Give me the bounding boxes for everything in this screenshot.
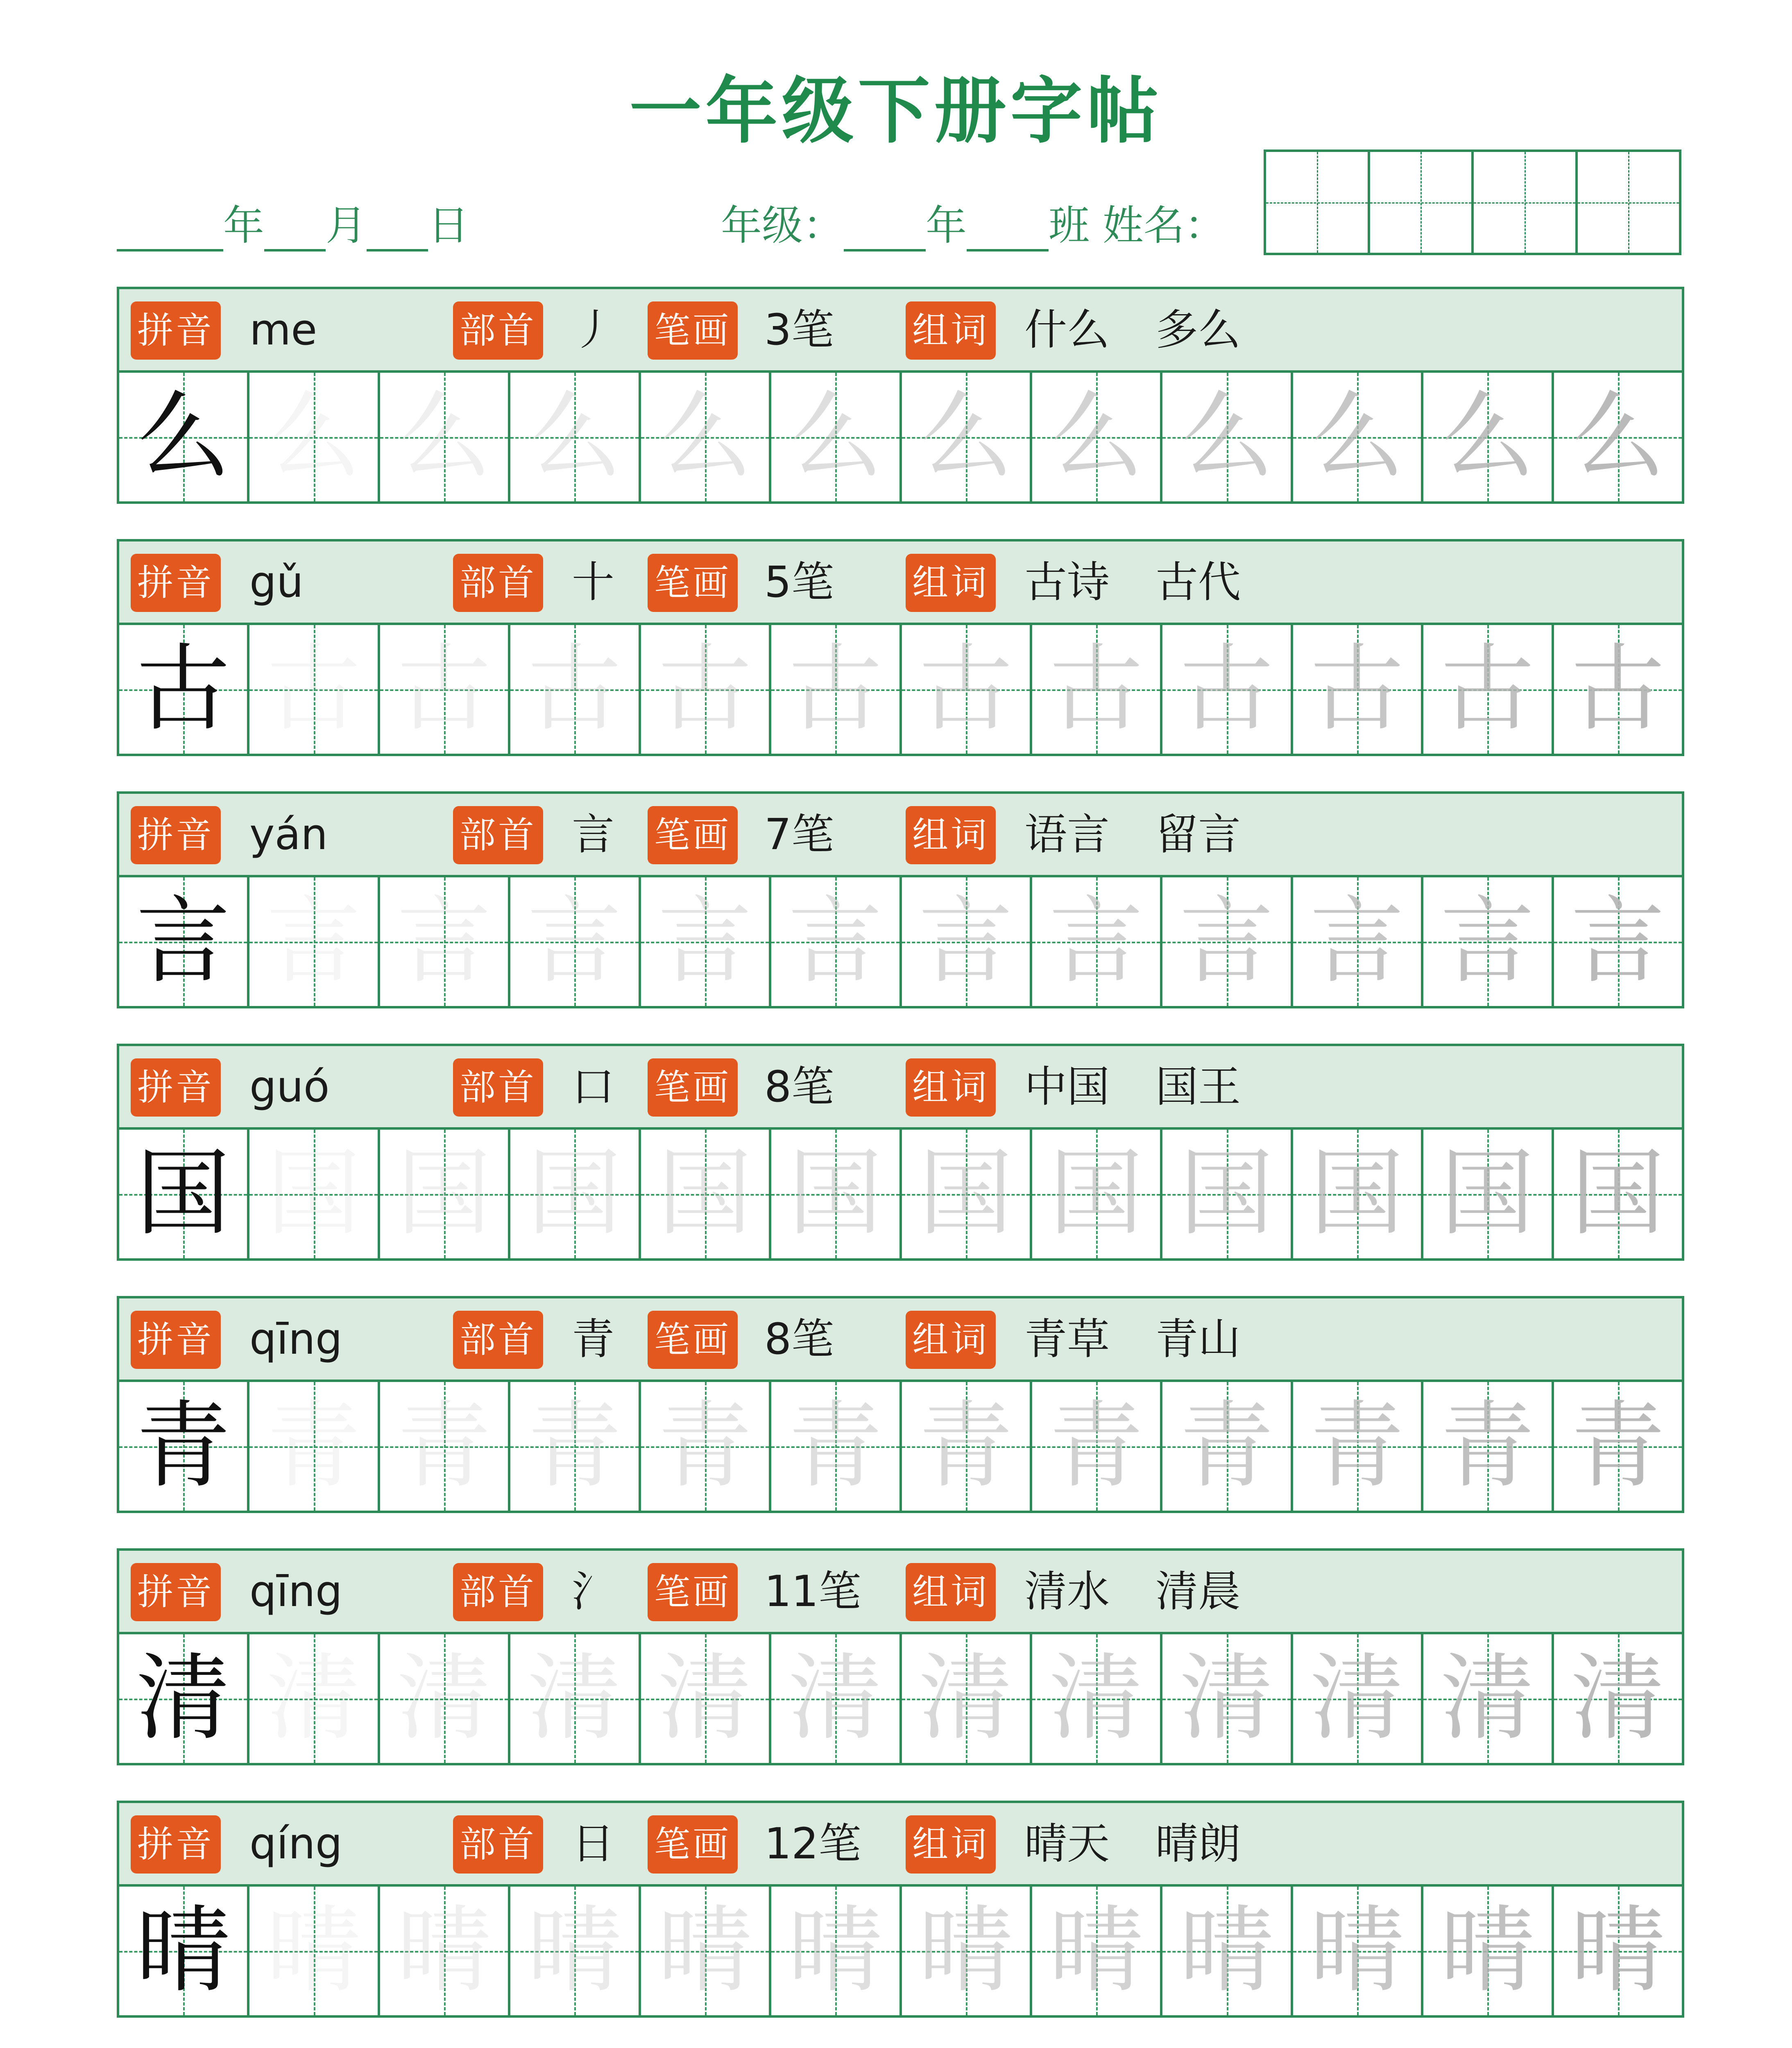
trace-char: 青 <box>1310 1391 1405 1501</box>
trace-cell[interactable] <box>771 877 902 1006</box>
trace-char: 青 <box>1440 1391 1535 1501</box>
trace-char: 青 <box>527 1391 622 1501</box>
trace-char: 古 <box>1179 634 1274 744</box>
model-char-cell[interactable] <box>119 877 249 1006</box>
char-info-bar <box>117 287 1684 373</box>
month-label: 月 <box>326 202 367 249</box>
day-label: 日 <box>428 202 469 249</box>
trace-char: 清 <box>1440 1644 1535 1753</box>
trace-cell[interactable] <box>1032 1887 1162 2015</box>
trace-cell[interactable] <box>1032 373 1162 501</box>
trace-char: 青 <box>397 1391 492 1501</box>
practice-row <box>117 373 1684 504</box>
trace-cell[interactable] <box>771 1130 902 1258</box>
trace-cell[interactable] <box>380 1130 510 1258</box>
word-2: 国王 <box>1155 1062 1241 1112</box>
practice-row <box>117 877 1684 1008</box>
trace-cell[interactable] <box>1423 373 1554 501</box>
trace-char: 青 <box>1179 1391 1274 1501</box>
trace-cell[interactable] <box>1162 1634 1293 1763</box>
trace-cell[interactable] <box>771 373 902 501</box>
trace-cell[interactable] <box>902 1382 1032 1511</box>
trace-char: 青 <box>266 1391 361 1501</box>
trace-cell[interactable] <box>902 373 1032 501</box>
trace-cell[interactable] <box>1423 625 1554 754</box>
trace-cell[interactable] <box>1162 1382 1293 1511</box>
radical-value: 青 <box>572 1314 615 1364</box>
trace-cell[interactable] <box>1162 1130 1293 1258</box>
pinyin-badge: 拼音 <box>131 301 221 360</box>
practice-row <box>117 1130 1684 1261</box>
trace-cell[interactable] <box>1554 373 1682 501</box>
trace-cell[interactable] <box>1293 373 1423 501</box>
trace-char: 国 <box>397 1139 492 1248</box>
trace-cell[interactable] <box>1293 1634 1423 1763</box>
trace-char: 清 <box>1310 1644 1405 1753</box>
words-badge: 组词 <box>906 1815 996 1874</box>
practice-row <box>117 1634 1684 1765</box>
char-block <box>117 287 1684 504</box>
trace-char: 言 <box>1440 887 1535 996</box>
pinyin-value: qīng <box>249 1566 342 1616</box>
trace-char: 么 <box>397 382 492 492</box>
trace-char: 晴 <box>397 1896 492 2005</box>
trace-char: 么 <box>1310 382 1405 492</box>
trace-cell[interactable] <box>510 1382 641 1511</box>
trace-cell[interactable] <box>1032 1634 1162 1763</box>
trace-char: 青 <box>918 1391 1013 1501</box>
trace-char: 国 <box>788 1139 883 1248</box>
trace-cell[interactable] <box>1423 1634 1554 1763</box>
trace-cell[interactable] <box>249 373 380 501</box>
trace-char: 晴 <box>1570 1896 1665 2005</box>
strokes-badge: 笔画 <box>648 1563 738 1621</box>
pinyin-badge: 拼音 <box>131 806 221 864</box>
trace-char: 清 <box>1179 1644 1274 1753</box>
word-1: 青草 <box>1024 1314 1110 1364</box>
trace-char: 么 <box>788 382 883 492</box>
word-1: 什么 <box>1024 305 1110 355</box>
trace-cell[interactable] <box>641 877 771 1006</box>
trace-char: 言 <box>657 887 752 996</box>
trace-char: 么 <box>527 382 622 492</box>
trace-char: 言 <box>1570 887 1665 996</box>
trace-cell[interactable] <box>1293 1382 1423 1511</box>
model-char: 青 <box>136 1391 231 1501</box>
trace-cell[interactable] <box>902 1887 1032 2015</box>
grade-year-label: 年 <box>926 202 967 249</box>
trace-cell[interactable] <box>641 1382 771 1511</box>
name-label: 姓名： <box>1102 202 1226 249</box>
name-writing-grid[interactable] <box>1264 150 1681 255</box>
radical-value: 十 <box>572 557 615 607</box>
trace-char: 言 <box>1310 887 1405 996</box>
year-label: 年 <box>223 202 264 249</box>
practice-row <box>117 625 1684 756</box>
model-char-cell[interactable] <box>119 1130 249 1258</box>
trace-cell[interactable] <box>510 1887 641 2015</box>
word-1: 语言 <box>1024 809 1110 859</box>
word-1: 古诗 <box>1024 557 1110 607</box>
trace-char: 言 <box>918 887 1013 996</box>
word-1: 中国 <box>1024 1062 1110 1112</box>
trace-char: 古 <box>1570 634 1665 744</box>
trace-cell[interactable] <box>1554 1634 1682 1763</box>
model-char: 清 <box>136 1644 231 1753</box>
trace-cell[interactable] <box>249 1382 380 1511</box>
strokes-value: 3笔 <box>764 305 834 355</box>
strokes-value: 5笔 <box>764 557 834 607</box>
trace-cell[interactable] <box>1032 1382 1162 1511</box>
trace-char: 古 <box>527 634 622 744</box>
trace-cell[interactable] <box>380 1634 510 1763</box>
words-badge: 组词 <box>906 1563 996 1621</box>
pinyin-badge: 拼音 <box>131 554 221 612</box>
trace-char: 国 <box>1440 1139 1535 1248</box>
trace-cell[interactable] <box>902 625 1032 754</box>
trace-cell[interactable] <box>1554 625 1682 754</box>
strokes-value: 7笔 <box>764 809 834 859</box>
trace-cell[interactable] <box>1032 1130 1162 1258</box>
radical-value: 丿 <box>572 305 615 355</box>
trace-char: 古 <box>397 634 492 744</box>
trace-char: 国 <box>657 1139 752 1248</box>
name-box[interactable] <box>1266 152 1370 253</box>
radical-value: 言 <box>572 809 615 859</box>
char-block <box>117 1044 1684 1261</box>
class-blank[interactable] <box>967 212 1049 251</box>
strokes-badge: 笔画 <box>648 554 738 612</box>
trace-char: 国 <box>266 1139 361 1248</box>
model-char: 么 <box>136 382 231 492</box>
trace-cell[interactable] <box>1423 877 1554 1006</box>
model-char-cell[interactable] <box>119 373 249 501</box>
char-info-bar <box>117 791 1684 877</box>
class-line <box>721 193 1226 251</box>
trace-char: 么 <box>1179 382 1274 492</box>
trace-char: 么 <box>1440 382 1535 492</box>
radical-badge: 部首 <box>453 1815 543 1874</box>
pinyin-value: gǔ <box>249 557 304 607</box>
radical-badge: 部首 <box>453 1058 543 1117</box>
words-badge: 组词 <box>906 806 996 864</box>
trace-char: 国 <box>1179 1139 1274 1248</box>
trace-cell[interactable] <box>249 1634 380 1763</box>
trace-char: 清 <box>397 1644 492 1753</box>
trace-cell[interactable] <box>510 1634 641 1763</box>
word-2: 青山 <box>1155 1314 1241 1364</box>
trace-char: 国 <box>527 1139 622 1248</box>
trace-cell[interactable] <box>902 877 1032 1006</box>
trace-char: 言 <box>527 887 622 996</box>
trace-char: 清 <box>1570 1644 1665 1753</box>
trace-cell[interactable] <box>1162 373 1293 501</box>
trace-char: 晴 <box>1179 1896 1274 2005</box>
trace-char: 晴 <box>527 1896 622 2005</box>
trace-char: 晴 <box>266 1896 361 2005</box>
radical-badge: 部首 <box>453 1311 543 1369</box>
trace-cell[interactable] <box>1162 1887 1293 2015</box>
date-line <box>117 193 469 251</box>
word-1: 清水 <box>1024 1566 1110 1616</box>
trace-char: 国 <box>1570 1139 1665 1248</box>
trace-char: 古 <box>918 634 1013 744</box>
trace-char: 青 <box>1049 1391 1144 1501</box>
trace-char: 古 <box>1049 634 1144 744</box>
trace-char: 古 <box>266 634 361 744</box>
trace-cell[interactable] <box>1423 1382 1554 1511</box>
radical-value: 日 <box>572 1819 615 1869</box>
trace-cell[interactable] <box>1293 1130 1423 1258</box>
char-info-bar <box>117 1044 1684 1130</box>
trace-cell[interactable] <box>1554 1130 1682 1258</box>
trace-cell[interactable] <box>1162 877 1293 1006</box>
trace-cell[interactable] <box>249 1887 380 2015</box>
radical-value: 口 <box>572 1062 615 1112</box>
trace-cell[interactable] <box>510 373 641 501</box>
class-label: 班 <box>1049 202 1090 249</box>
trace-cell[interactable] <box>641 1634 771 1763</box>
model-char-cell[interactable] <box>119 1382 249 1511</box>
trace-cell[interactable] <box>1293 1887 1423 2015</box>
strokes-badge: 笔画 <box>648 806 738 864</box>
words-badge: 组词 <box>906 1311 996 1369</box>
pinyin-value: qíng <box>249 1819 342 1869</box>
trace-char: 么 <box>1570 382 1665 492</box>
char-info-bar <box>117 539 1684 625</box>
trace-cell[interactable] <box>510 877 641 1006</box>
trace-char: 晴 <box>657 1896 752 2005</box>
trace-cell[interactable] <box>380 1887 510 2015</box>
trace-char: 古 <box>657 634 752 744</box>
trace-cell[interactable] <box>771 1382 902 1511</box>
trace-char: 古 <box>788 634 883 744</box>
strokes-badge: 笔画 <box>648 301 738 360</box>
trace-cell[interactable] <box>902 1130 1032 1258</box>
strokes-value: 11笔 <box>764 1566 861 1616</box>
trace-cell[interactable] <box>249 877 380 1006</box>
strokes-badge: 笔画 <box>648 1311 738 1369</box>
trace-cell[interactable] <box>249 1130 380 1258</box>
strokes-value: 8笔 <box>764 1314 834 1364</box>
word-1: 晴天 <box>1024 1819 1110 1869</box>
char-block <box>117 1801 1684 2018</box>
word-2: 清晨 <box>1155 1566 1241 1616</box>
trace-cell[interactable] <box>641 625 771 754</box>
model-char-cell[interactable] <box>119 1887 249 2015</box>
char-info-bar <box>117 1801 1684 1887</box>
pinyin-badge: 拼音 <box>131 1815 221 1874</box>
trace-char: 清 <box>788 1644 883 1753</box>
trace-char: 晴 <box>788 1896 883 2005</box>
trace-cell[interactable] <box>1293 877 1423 1006</box>
trace-char: 么 <box>266 382 361 492</box>
trace-cell[interactable] <box>771 625 902 754</box>
char-block <box>117 1296 1684 1513</box>
trace-char: 国 <box>918 1139 1013 1248</box>
words-badge: 组词 <box>906 554 996 612</box>
trace-char: 青 <box>788 1391 883 1501</box>
strokes-value: 8笔 <box>764 1062 834 1112</box>
trace-char: 言 <box>788 887 883 996</box>
trace-cell[interactable] <box>380 1382 510 1511</box>
trace-cell[interactable] <box>380 625 510 754</box>
trace-cell[interactable] <box>1554 1887 1682 2015</box>
trace-char: 晴 <box>918 1896 1013 2005</box>
model-char-cell[interactable] <box>119 1634 249 1763</box>
pinyin-value: yán <box>249 809 328 859</box>
trace-cell[interactable] <box>641 373 771 501</box>
trace-char: 青 <box>657 1391 752 1501</box>
trace-char: 晴 <box>1310 1896 1405 2005</box>
char-info-bar <box>117 1548 1684 1634</box>
trace-char: 晴 <box>1440 1896 1535 2005</box>
radical-badge: 部首 <box>453 1563 543 1621</box>
trace-char: 言 <box>397 887 492 996</box>
trace-char: 清 <box>527 1644 622 1753</box>
trace-char: 么 <box>918 382 1013 492</box>
char-block <box>117 791 1684 1008</box>
word-2: 古代 <box>1155 557 1241 607</box>
trace-char: 古 <box>1440 634 1535 744</box>
strokes-badge: 笔画 <box>648 1815 738 1874</box>
trace-cell[interactable] <box>1554 1382 1682 1511</box>
trace-char: 晴 <box>1049 1896 1144 2005</box>
radical-badge: 部首 <box>453 554 543 612</box>
grade-blank[interactable] <box>844 212 926 251</box>
trace-char: 国 <box>1310 1139 1405 1248</box>
trace-char: 言 <box>266 887 361 996</box>
trace-char: 么 <box>1049 382 1144 492</box>
trace-char: 言 <box>1049 887 1144 996</box>
model-char: 晴 <box>136 1896 231 2005</box>
strokes-badge: 笔画 <box>648 1058 738 1117</box>
model-char: 言 <box>136 887 231 996</box>
page-title: 一年级下册字帖 <box>629 68 1163 153</box>
pinyin-badge: 拼音 <box>131 1563 221 1621</box>
pinyin-badge: 拼音 <box>131 1311 221 1369</box>
trace-cell[interactable] <box>1032 625 1162 754</box>
trace-cell[interactable] <box>510 1130 641 1258</box>
trace-char: 清 <box>1049 1644 1144 1753</box>
word-2: 留言 <box>1155 809 1241 859</box>
name-box[interactable] <box>1578 152 1679 253</box>
trace-cell[interactable] <box>641 1887 771 2015</box>
practice-row <box>117 1382 1684 1513</box>
pinyin-value: guó <box>249 1062 330 1112</box>
trace-char: 古 <box>1310 634 1405 744</box>
trace-char: 国 <box>1049 1139 1144 1248</box>
trace-char: 清 <box>918 1644 1013 1753</box>
year-blank[interactable] <box>117 212 223 251</box>
trace-cell[interactable] <box>1423 1130 1554 1258</box>
month-blank[interactable] <box>264 212 326 251</box>
char-block <box>117 539 1684 756</box>
trace-cell[interactable] <box>902 1634 1032 1763</box>
trace-cell[interactable] <box>1423 1887 1554 2015</box>
model-char: 国 <box>136 1139 231 1248</box>
trace-char: 言 <box>1179 887 1274 996</box>
model-char: 古 <box>136 634 231 744</box>
trace-cell[interactable] <box>1293 625 1423 754</box>
name-box[interactable] <box>1474 152 1578 253</box>
radical-badge: 部首 <box>453 806 543 864</box>
day-blank[interactable] <box>367 212 428 251</box>
pinyin-value: qīng <box>249 1314 342 1364</box>
words-badge: 组词 <box>906 301 996 360</box>
char-block <box>117 1548 1684 1765</box>
grade-label: 年级： <box>721 202 844 249</box>
word-2: 晴朗 <box>1155 1819 1241 1869</box>
trace-cell[interactable] <box>380 373 510 501</box>
trace-cell[interactable] <box>1554 877 1682 1006</box>
pinyin-badge: 拼音 <box>131 1058 221 1117</box>
model-char-cell[interactable] <box>119 625 249 754</box>
trace-cell[interactable] <box>249 625 380 754</box>
trace-cell[interactable] <box>1162 625 1293 754</box>
trace-char: 么 <box>657 382 752 492</box>
radical-value: 氵 <box>572 1566 615 1616</box>
name-box[interactable] <box>1370 152 1474 253</box>
trace-char: 清 <box>266 1644 361 1753</box>
radical-badge: 部首 <box>453 301 543 360</box>
trace-cell[interactable] <box>1032 877 1162 1006</box>
word-2: 多么 <box>1155 305 1241 355</box>
trace-cell[interactable] <box>771 1634 902 1763</box>
strokes-value: 12笔 <box>764 1819 861 1869</box>
trace-char: 清 <box>657 1644 752 1753</box>
trace-cell[interactable] <box>641 1130 771 1258</box>
trace-cell[interactable] <box>771 1887 902 2015</box>
trace-cell[interactable] <box>510 625 641 754</box>
practice-row <box>117 1887 1684 2018</box>
trace-char: 青 <box>1570 1391 1665 1501</box>
char-info-bar <box>117 1296 1684 1382</box>
pinyin-value: me <box>249 305 317 355</box>
trace-cell[interactable] <box>380 877 510 1006</box>
words-badge: 组词 <box>906 1058 996 1117</box>
